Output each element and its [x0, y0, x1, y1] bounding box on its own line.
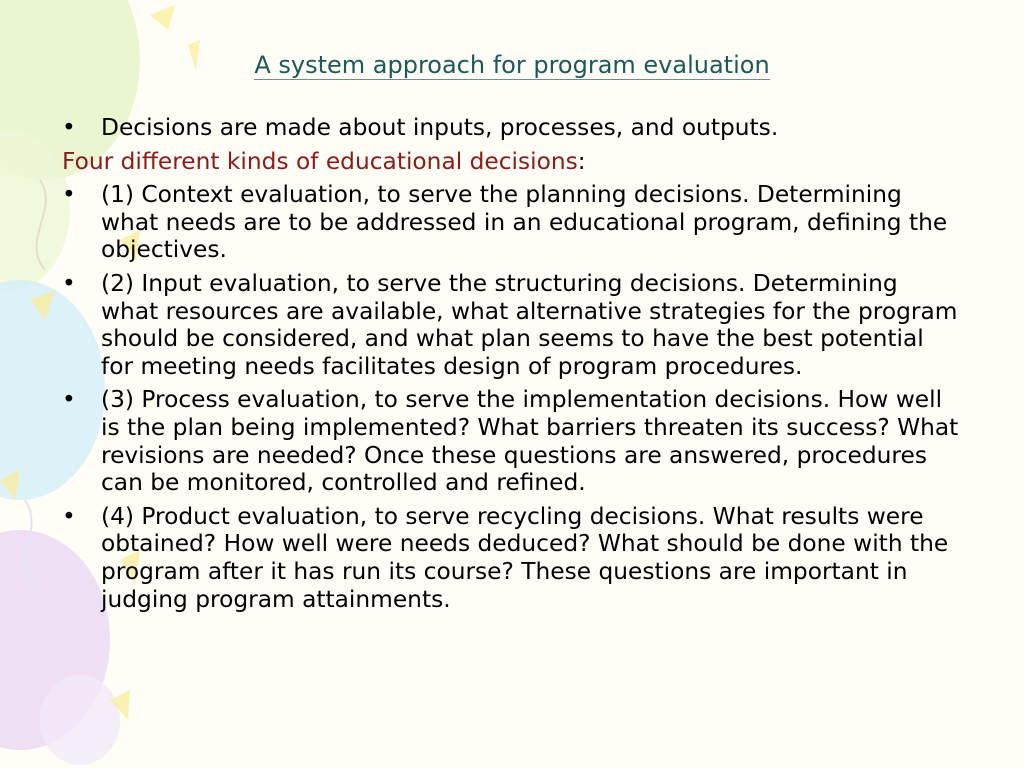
slide-content — [62, 114, 962, 619]
bullet-icon: • — [62, 386, 76, 414]
list-item — [62, 270, 962, 380]
slide-title — [0, 50, 1024, 80]
list-item — [62, 181, 962, 264]
bullet-icon: • — [62, 114, 76, 141]
subheading-text: Four different kinds of educational decisions — [62, 147, 578, 175]
list-item — [62, 386, 962, 496]
list-item-text: (2) Input evaluation, to serve the structuring decisions. Determining what resources are available, what alternative strategies for the program should be considered, and what plan seems to have the best potential for meeting needs facilitates design of program procedures. — [101, 269, 958, 380]
bullet-icon: • — [62, 502, 76, 530]
slide-title-text: A system approach for program evaluation — [254, 51, 770, 79]
list-item-text: (4) Product evaluation, to serve recycling decisions. What results were obtained? How well were needs deduced? What should be done with the program after it has run its course? These questions are important in judging program attainments. — [101, 502, 949, 613]
list-item-text: (3) Process evaluation, to serve the implementation decisions. How well is the plan being implemented? What barriers threaten its success? What revisions are needed? Once these questions are answered, procedures can be monitored, controlled and refined. — [101, 386, 959, 497]
subheading — [62, 148, 962, 176]
bullet-icon: • — [62, 181, 76, 209]
list-item — [62, 503, 962, 613]
subheading-colon: : — [577, 147, 586, 175]
list-item-text: (1) Context evaluation, to serve the planning decisions. Determining what needs are to be addressed in an educational program, defining the objectives. — [101, 181, 948, 264]
bullet-icon: • — [62, 269, 76, 297]
intro-bullet-text: Decisions are made about inputs, processes, and outputs. — [101, 114, 779, 141]
intro-bullet — [62, 114, 962, 142]
